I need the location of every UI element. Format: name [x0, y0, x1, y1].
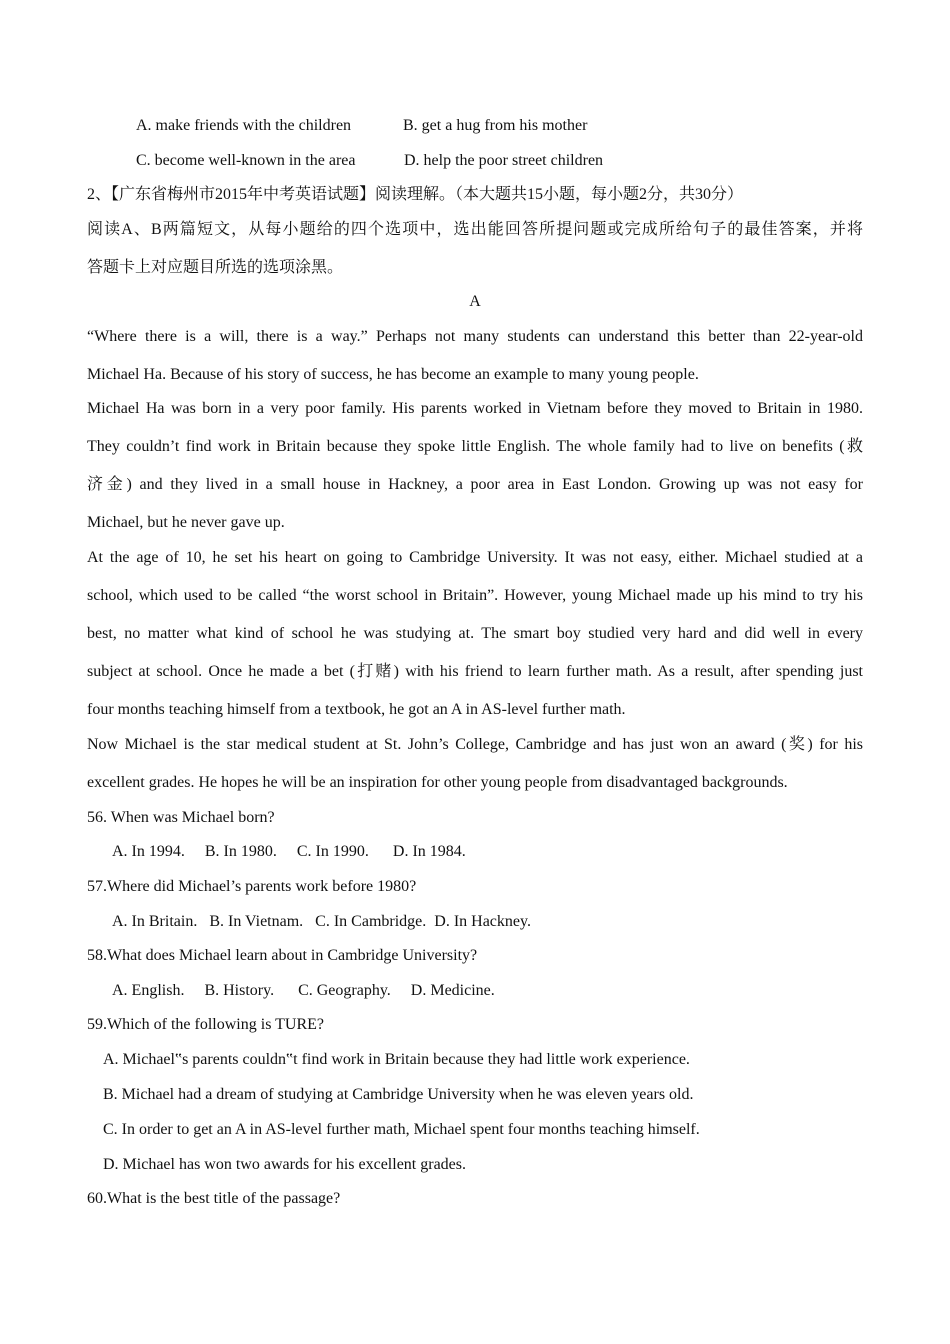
passage-line: subject at school. Once he made a bet (打赌) with his friend to learn further math. As a result, after spending just: [87, 663, 863, 680]
option-b: B. get a hug from his mother: [403, 117, 588, 134]
passage-line: school, which used to be called “the worst school in Britain”. However, young Michael made up his mind to try his: [87, 587, 863, 604]
option-a: A. make friends with the children: [136, 117, 352, 134]
question-58-options: A. English. B. History. C. Geography. D. Medicine.: [112, 982, 495, 999]
passage-line: Michael Ha. Because of his story of success, he has become an example to many young people.: [87, 366, 699, 383]
passage-line: At the age of 10, he set his heart on going to Cambridge University. It was not easy, either. Michael studied at a: [87, 549, 863, 566]
question-56: 56. When was Michael born?: [87, 809, 275, 826]
option-c: C. become well-known in the area: [136, 152, 356, 169]
question-59-option-c: C. In order to get an A in AS-level further math, Michael spent four months teaching himself.: [103, 1121, 700, 1138]
question-59-option-b: B. Michael had a dream of studying at Cambridge University when he was eleven years old.: [103, 1086, 694, 1103]
passage-line: Now Michael is the star medical student at St. John’s College, Cambridge and has just won an award (奖) for his: [87, 736, 863, 753]
instruction-line-1: 阅读A、B两篇短文，从每小题给的四个选项中，选出能回答所提问题或完成所给句子的最佳答案，并将: [87, 221, 863, 238]
passage-line: Michael Ha was born in a very poor family. His parents worked in Vietnam before they moved to Britain in 1980.: [87, 400, 863, 417]
passage-line: four months teaching himself from a textbook, he got an A in AS-level further math.: [87, 701, 626, 718]
question-59: 59.Which of the following is TURE?: [87, 1016, 324, 1033]
question-58: 58.What does Michael learn about in Cambridge University?: [87, 947, 478, 964]
passage-line: best, no matter what kind of school he was studying at. The smart boy studied very hard and did well in every: [87, 625, 863, 642]
passage-line: They couldn’t find work in Britain because they spoke little English. The whole family had to live on benefits (救: [87, 438, 864, 455]
passage-line: excellent grades. He hopes he will be an inspiration for other young people from disadvantaged backgrounds.: [87, 774, 788, 791]
instruction-line-2: 答题卡上对应题目所选的选项涂黑。: [87, 259, 344, 276]
section-header: 2、【广东省梅州市2015年中考英语试题】阅读理解。（本大题共15小题，每小题2分，共30分）: [87, 186, 744, 203]
passage-line: Michael, but he never gave up.: [87, 514, 285, 531]
question-56-options: A. In 1994. B. In 1980. C. In 1990. D. In 1984.: [112, 843, 466, 860]
passage-line: 济金) and they lived in a small house in Hackney, a poor area in East London. Growing up was not easy for: [87, 476, 863, 493]
question-59-option-a: A. Michael‟s parents couldn‟t find work in Britain because they had little work experience.: [103, 1051, 690, 1068]
question-57: 57.Where did Michael’s parents work before 1980?: [87, 878, 417, 895]
question-59-option-d: D. Michael has won two awards for his excellent grades.: [103, 1156, 466, 1173]
question-60: 60.What is the best title of the passage?: [87, 1190, 341, 1207]
question-57-options: A. In Britain. B. In Vietnam. C. In Cambridge. D. In Hackney.: [112, 913, 531, 930]
option-d: D. help the poor street children: [404, 152, 604, 169]
passage-line: “Where there is a will, there is a way.” Perhaps not many students can understand this better than 22-year-old: [87, 328, 863, 345]
passage-label: A: [469, 293, 481, 310]
